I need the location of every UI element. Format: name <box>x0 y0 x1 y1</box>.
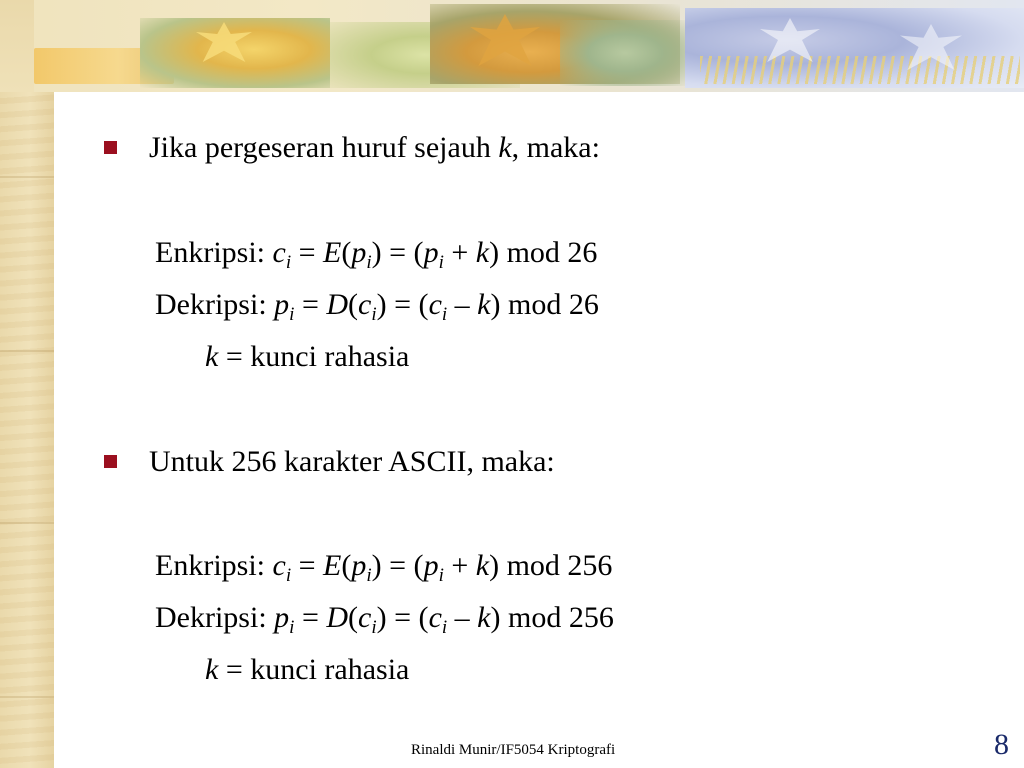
decryption-formula-256 <box>155 600 614 636</box>
formula-var: c <box>272 549 286 582</box>
formula-op: = ( <box>386 601 429 634</box>
formula-label: Enkripsi: <box>155 549 273 582</box>
formula-var: c <box>428 288 442 321</box>
formula-subscript: i <box>371 304 377 325</box>
key-text: = kunci rahasia <box>218 340 410 373</box>
formula-subscript: i <box>438 565 444 586</box>
page-number: 8 <box>994 728 1009 761</box>
formula-op: = <box>294 601 327 634</box>
formula-subscript: i <box>366 252 372 273</box>
formula-modulus: 26 <box>567 236 598 269</box>
formula-var: p <box>423 236 439 269</box>
bullet-text: , maka: <box>511 131 600 164</box>
formula-var: c <box>358 288 372 321</box>
formula-op: = ( <box>386 288 429 321</box>
formula-subscript: i <box>285 565 292 586</box>
bullet-text: Untuk 256 karakter ASCII, maka: <box>149 445 555 478</box>
formula-op: = ( <box>381 549 424 582</box>
slide-footer: Rinaldi Munir/IF5054 Kriptografi <box>411 742 616 758</box>
formula-var: k <box>205 340 219 373</box>
formula-op: ) <box>371 236 382 269</box>
formula-var: p <box>274 288 290 321</box>
square-bullet-icon <box>104 141 117 154</box>
formula-op: ) <box>376 601 387 634</box>
formula-func: D <box>326 601 349 634</box>
formula-op: ) mod <box>490 601 569 634</box>
key-text: = kunci rahasia <box>218 653 410 686</box>
formula-var: p <box>351 236 367 269</box>
encryption-formula-256 <box>155 548 612 584</box>
formula-op: – <box>447 288 478 321</box>
encryption-formula-26 <box>155 235 597 271</box>
formula-op: + <box>443 236 476 269</box>
formula-op: ( <box>348 288 359 321</box>
formula-var: k <box>205 653 219 686</box>
key-definition <box>205 339 409 375</box>
formula-subscript: i <box>289 617 295 638</box>
formula-subscript: i <box>371 617 377 638</box>
formula-subscript: i <box>441 617 448 638</box>
formula-modulus: 26 <box>568 288 599 321</box>
formula-var: c <box>428 601 442 634</box>
formula-subscript: i <box>438 252 444 273</box>
key-definition <box>205 652 409 688</box>
formula-op: ( <box>341 236 352 269</box>
formula-op: = ( <box>381 236 424 269</box>
formula-op: ) mod <box>489 236 568 269</box>
square-bullet-icon <box>104 455 117 468</box>
formula-op: ) <box>371 549 382 582</box>
formula-var: k <box>475 549 490 582</box>
formula-var: c <box>358 601 372 634</box>
decryption-formula-26 <box>155 287 599 323</box>
formula-var: p <box>423 549 439 582</box>
formula-op: ) mod <box>490 288 569 321</box>
formula-op: ) mod <box>489 549 568 582</box>
formula-var: c <box>272 236 286 269</box>
formula-var: p <box>274 601 290 634</box>
formula-subscript: i <box>441 304 448 325</box>
formula-var: k <box>475 236 490 269</box>
formula-op: = <box>291 549 324 582</box>
formula-op: + <box>443 549 476 582</box>
formula-op: ( <box>341 549 352 582</box>
formula-func: E <box>323 236 342 269</box>
formula-op: = <box>291 236 324 269</box>
bullet-item-2 <box>104 444 555 480</box>
formula-op: ) <box>376 288 387 321</box>
formula-label: Dekripsi: <box>155 288 275 321</box>
formula-var: k <box>477 601 491 634</box>
bullet-variable: k <box>498 131 512 164</box>
formula-op: ( <box>348 601 359 634</box>
formula-var: k <box>477 288 491 321</box>
formula-op: = <box>294 288 327 321</box>
bullet-item-1 <box>104 130 600 166</box>
formula-var: p <box>351 549 367 582</box>
bullet-text: Jika pergeseran huruf sejauh <box>149 131 499 164</box>
formula-label: Dekripsi: <box>155 601 275 634</box>
formula-subscript: i <box>285 252 292 273</box>
formula-func: D <box>326 288 349 321</box>
formula-label: Enkripsi: <box>155 236 273 269</box>
formula-modulus: 256 <box>567 549 613 582</box>
formula-func: E <box>323 549 342 582</box>
formula-modulus: 256 <box>568 601 614 634</box>
formula-subscript: i <box>366 565 372 586</box>
formula-op: – <box>447 601 478 634</box>
formula-subscript: i <box>289 304 295 325</box>
